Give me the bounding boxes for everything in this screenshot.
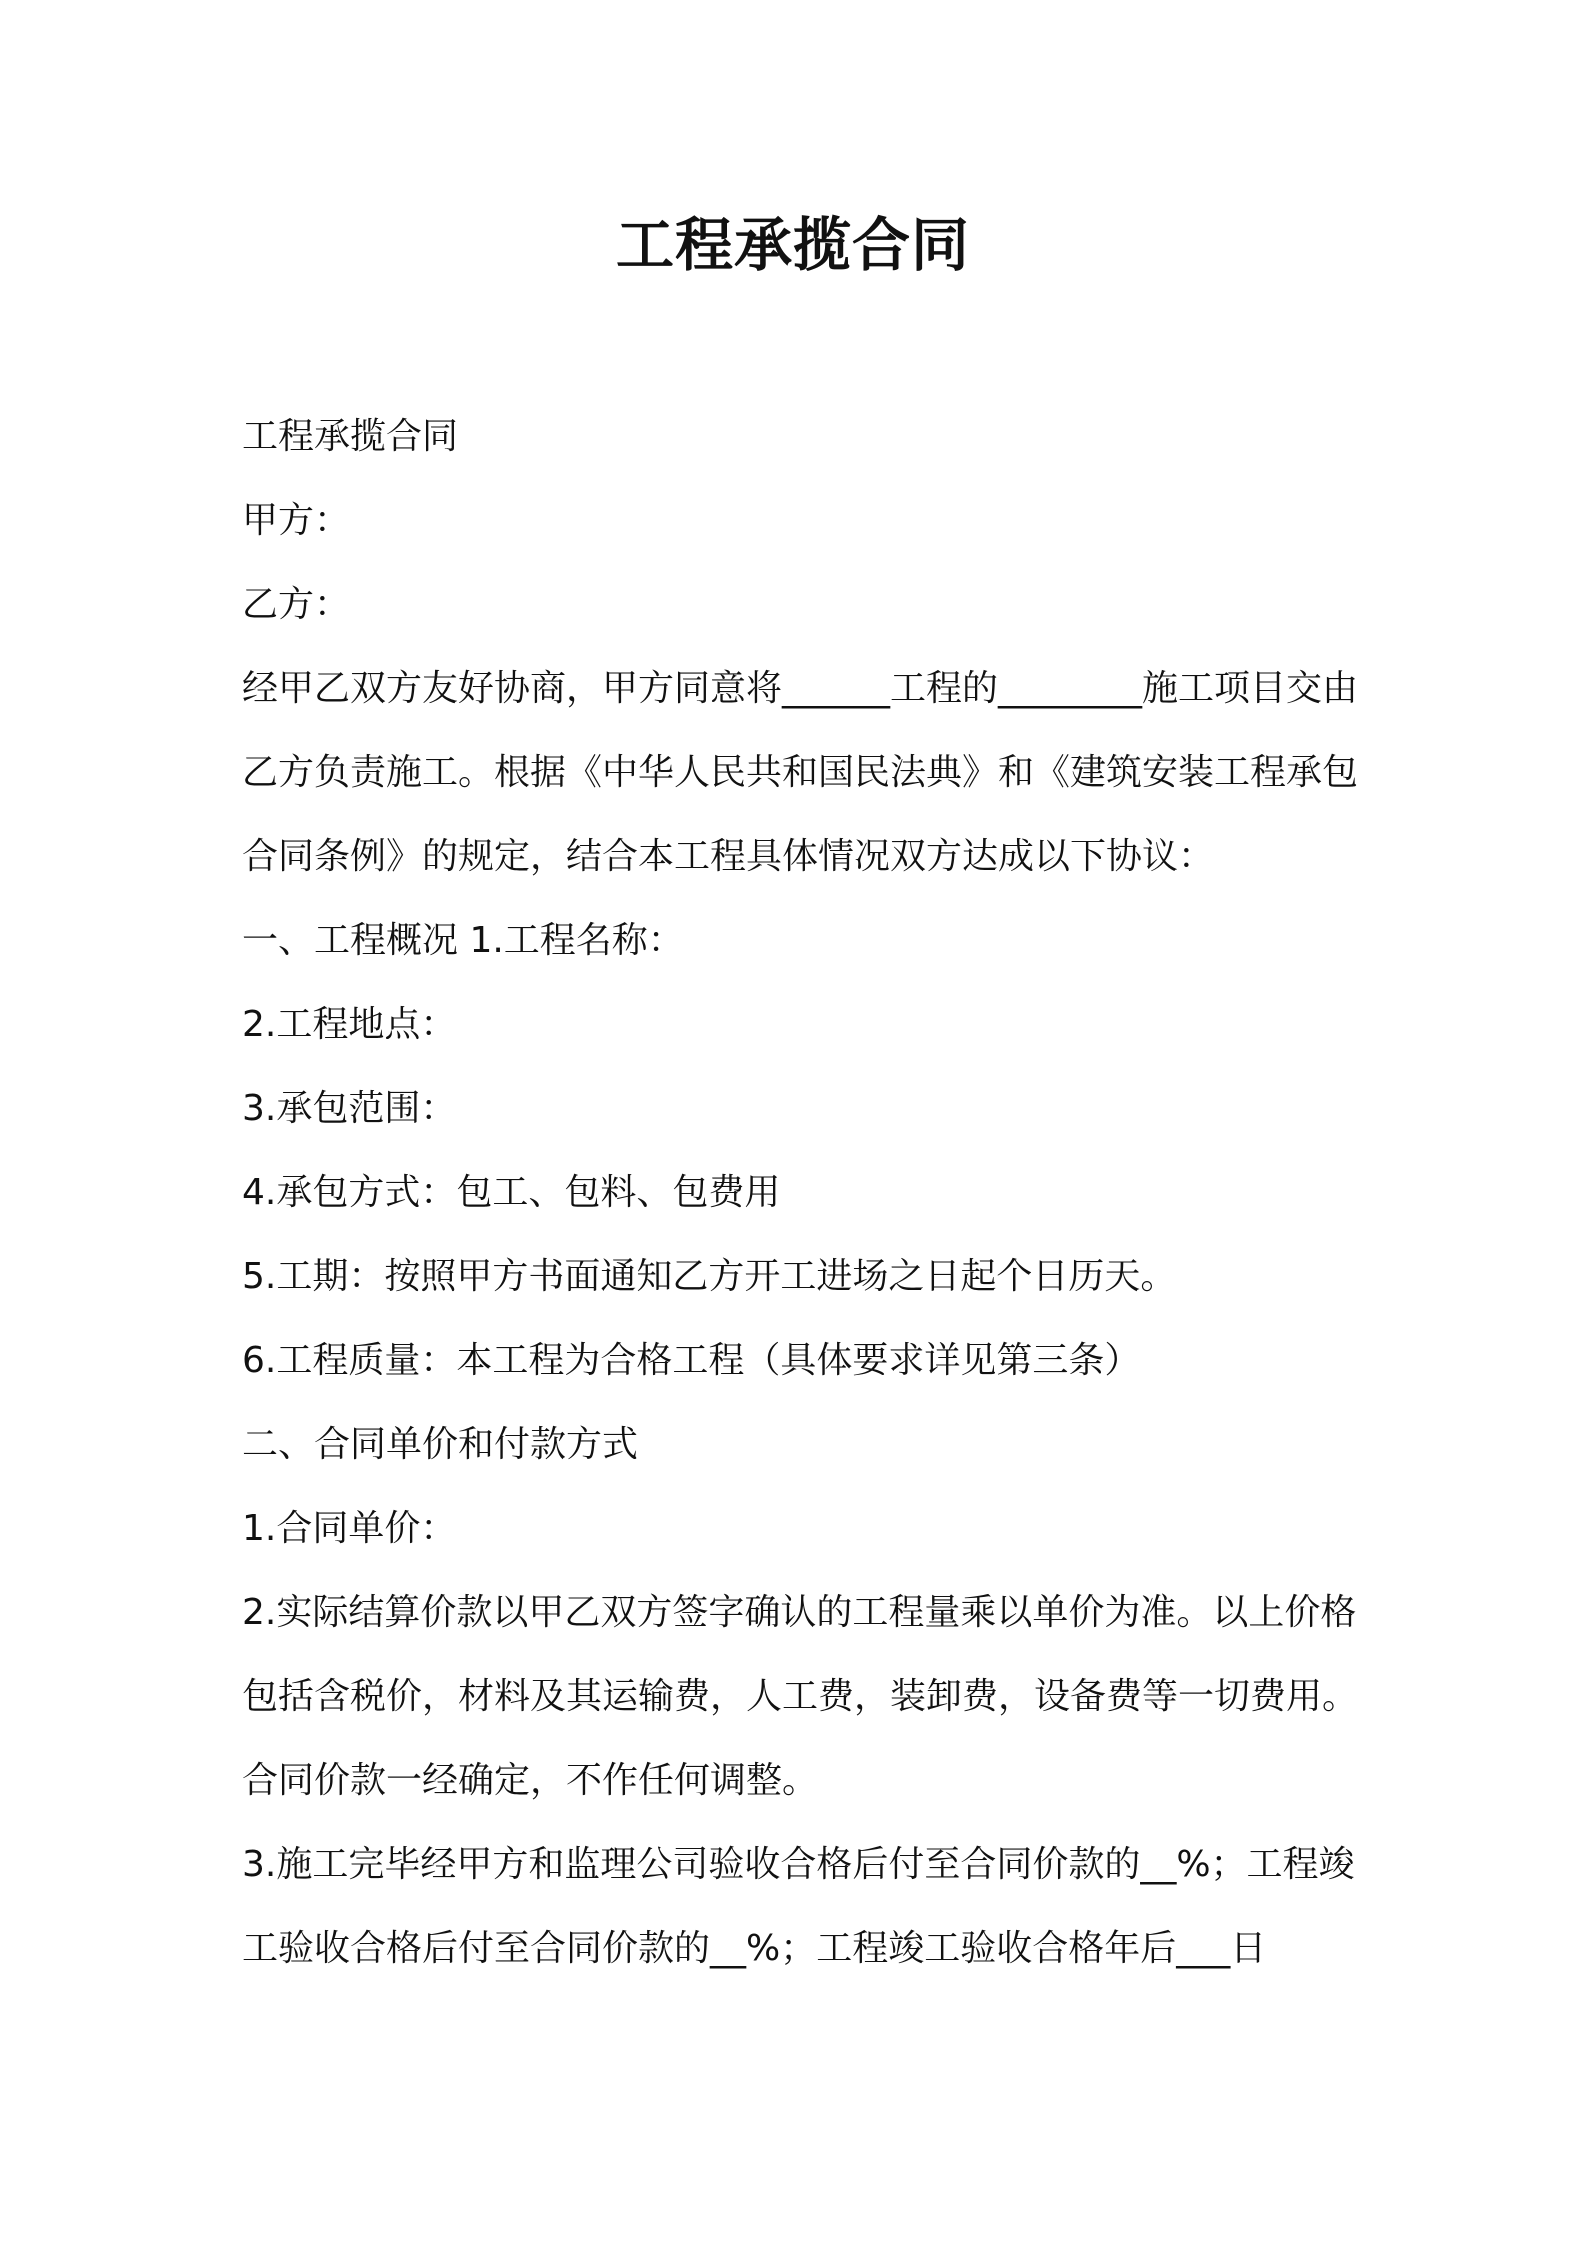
preamble-paragraph: 经甲乙双方友好协商，甲方同意将______工程的________施工项目交由乙方负责施工。根据《中华人民共和国民法典》和《建筑安装工程承包合同条例》的规定，结合本工程具体情况双方达成以下协议： bbox=[242, 668, 1359, 877]
construction-period-line: 5.工期：按照甲方书面通知乙方开工进场之日起个日历天。 bbox=[242, 1256, 1177, 1297]
section-2-heading: 二、合同单价和付款方式 bbox=[242, 1424, 639, 1465]
contract-scope-line: 3.承包范围： bbox=[242, 1088, 457, 1129]
contract-subtitle: 工程承揽合同 bbox=[242, 416, 459, 457]
payment-schedule-paragraph: 3.施工完毕经甲方和监理公司验收合格后付至合同价款的__%；工程竣工验收合格后付至合同价款的__%；工程竣工验收合格年后___日 bbox=[242, 1844, 1355, 1969]
unit-price-line: 1.合同单价： bbox=[242, 1508, 457, 1549]
contract-method-line: 4.承包方式：包工、包料、包费用 bbox=[242, 1172, 781, 1213]
project-location-line: 2.工程地点： bbox=[242, 1004, 457, 1045]
project-quality-line: 6.工程质量：本工程为合格工程（具体要求详见第三条） bbox=[242, 1340, 1141, 1381]
party-a-line: 甲方： bbox=[242, 500, 351, 541]
party-b-line: 乙方： bbox=[242, 584, 351, 625]
document-title: 工程承揽合同 bbox=[615, 211, 970, 279]
settlement-paragraph: 2.实际结算价款以甲乙双方签字确认的工程量乘以单价为准。以上价格包括含税价，材料及其运输费，人工费，装卸费，设备费等一切费用。合同价款一经确定，不作任何调整。 bbox=[242, 1592, 1359, 1801]
section-1-heading: 一、工程概况 1.工程名称： bbox=[242, 920, 684, 961]
document-body bbox=[242, 395, 1358, 1991]
